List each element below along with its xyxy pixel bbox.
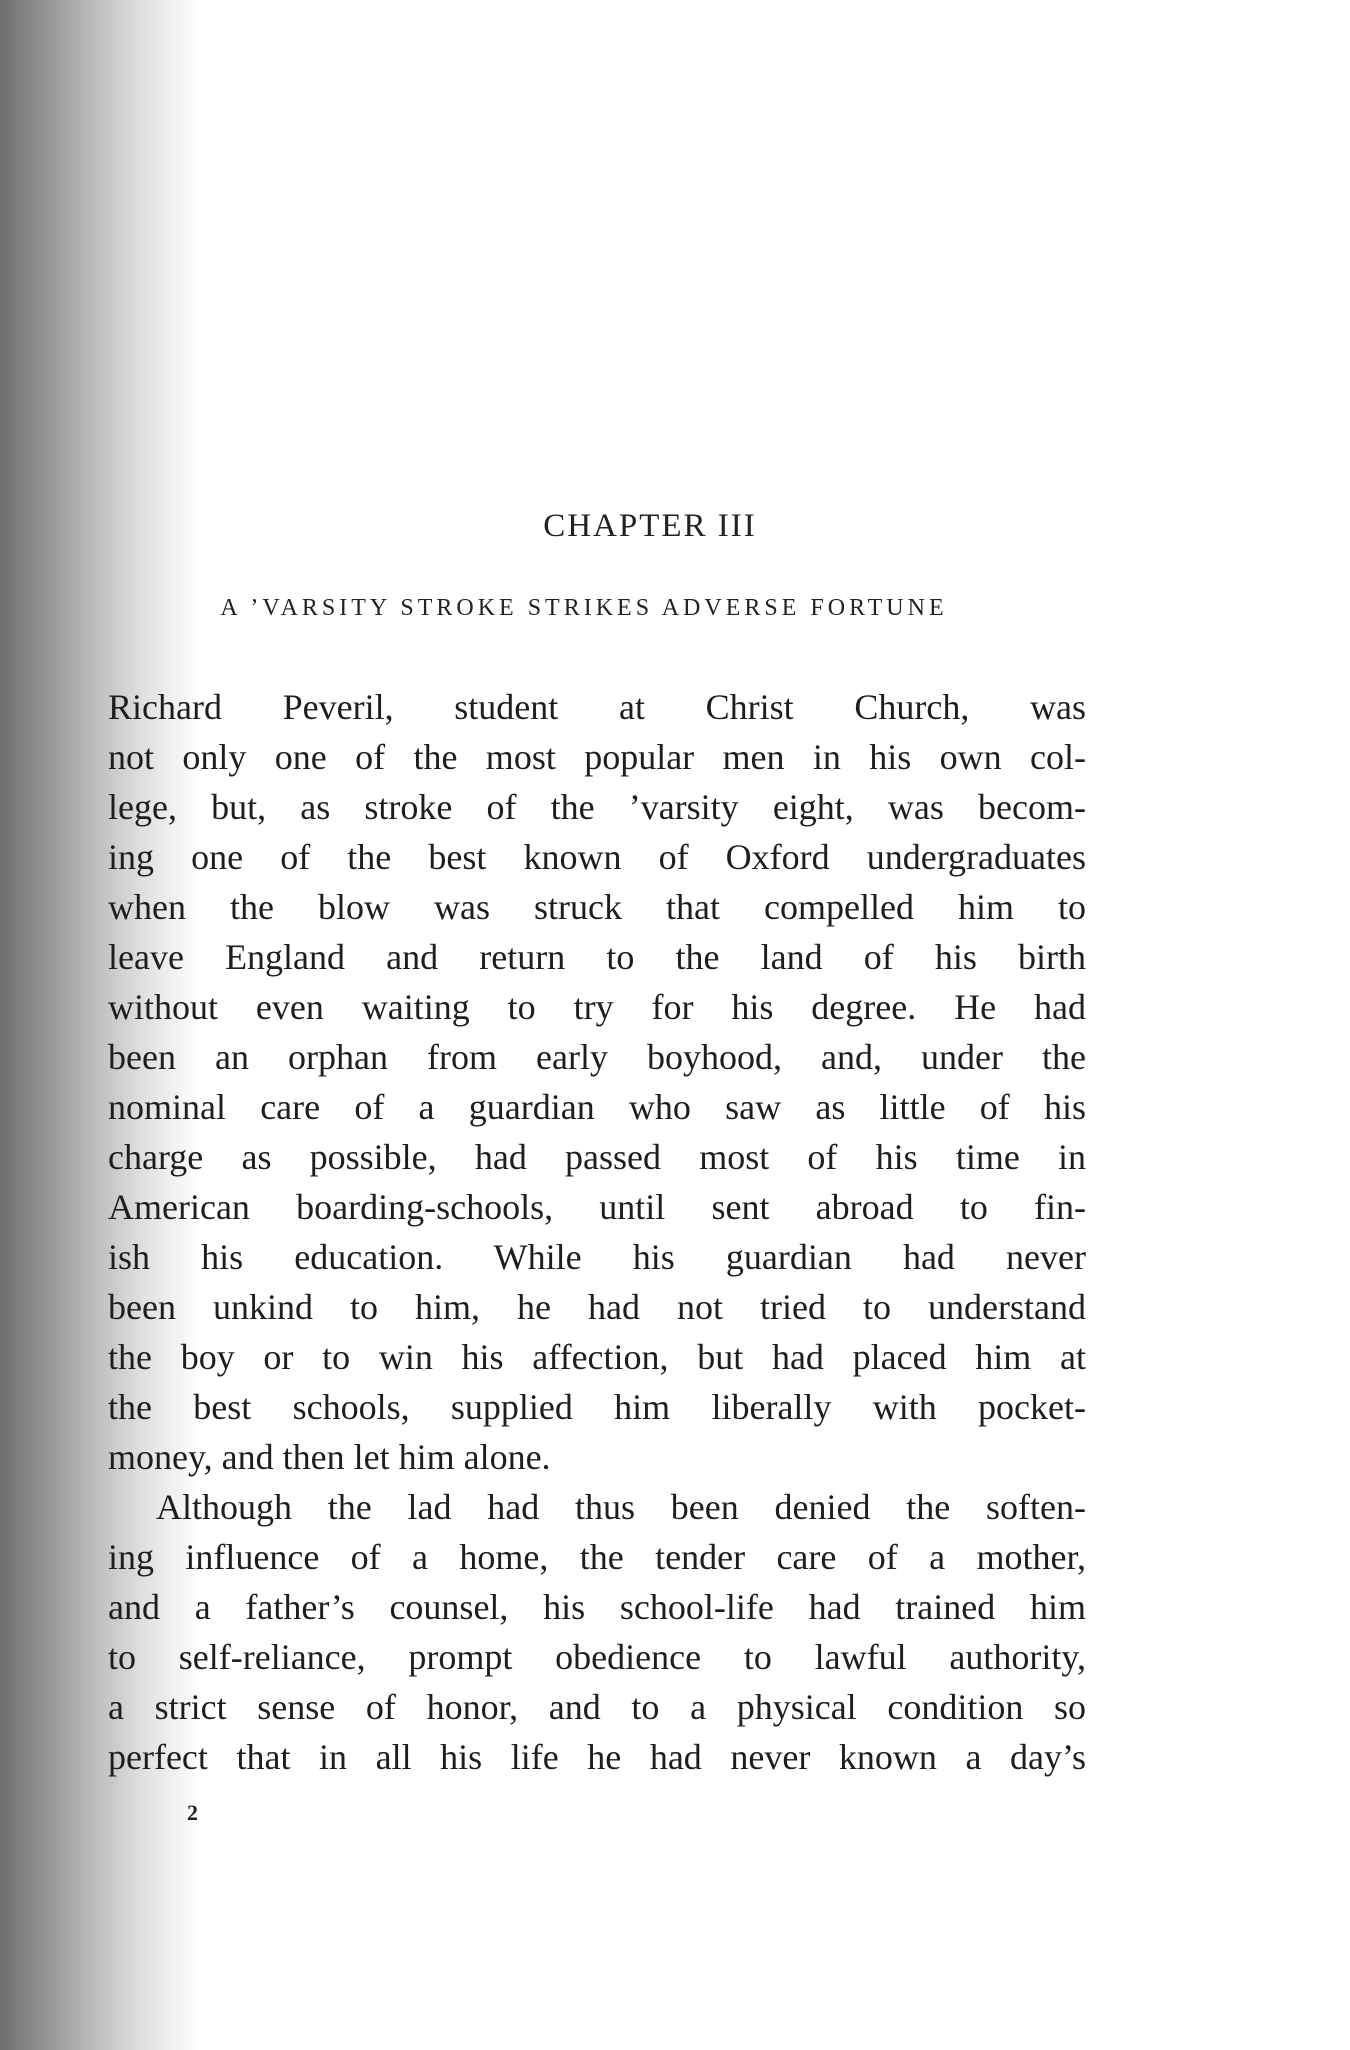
text-line: ing one of the best known of Oxford undergraduates	[108, 837, 1086, 877]
paragraph-2	[108, 1482, 1086, 1782]
text-line: when the blow was struck that compelled him to	[108, 887, 1086, 927]
text-line: not only one of the most popular men in his own col-	[108, 737, 1086, 777]
text-line: been unkind to him, he had not tried to understand	[108, 1287, 1086, 1327]
text-line: without even waiting to try for his degree. He had	[108, 987, 1086, 1027]
text-line: Although the lad had thus been denied the soften-	[156, 1487, 1086, 1527]
text-line: ing influence of a home, the tender care of a mother,	[108, 1537, 1086, 1577]
chapter-heading: CHAPTER III	[543, 508, 757, 544]
page-number: 2	[187, 1800, 198, 1825]
text-line: lege, but, as stroke of the ’varsity eight, was becom-	[108, 787, 1086, 827]
text-line: Richard Peveril, student at Christ Church, was	[108, 687, 1086, 727]
text-line: ish his education. While his guardian had never	[108, 1237, 1086, 1277]
chapter-title: A ’VARSITY STROKE STRIKES ADVERSE FORTUNE	[220, 595, 948, 621]
text-line: the best schools, supplied him liberally with pocket-	[108, 1387, 1086, 1427]
text-line: perfect that in all his life he had never known a day’s	[108, 1737, 1086, 1777]
text-line: and a father’s counsel, his school-life had trained him	[108, 1587, 1086, 1627]
text-line: charge as possible, had passed most of his time in	[108, 1137, 1086, 1177]
text-line: the boy or to win his affection, but had placed him at	[108, 1337, 1086, 1377]
text-line: American boarding-schools, until sent abroad to fin-	[108, 1187, 1086, 1227]
text-line: been an orphan from early boyhood, and, under the	[108, 1037, 1086, 1077]
text-line: to self-reliance, prompt obedience to lawful authority,	[108, 1637, 1086, 1677]
text-line: money, and then let him alone.	[108, 1437, 551, 1477]
text-line: leave England and return to the land of his birth	[108, 937, 1086, 977]
paragraph-1	[108, 682, 1086, 1482]
text-line: a strict sense of honor, and to a physical condition so	[108, 1687, 1086, 1727]
text-line: nominal care of a guardian who saw as little of his	[108, 1087, 1086, 1127]
